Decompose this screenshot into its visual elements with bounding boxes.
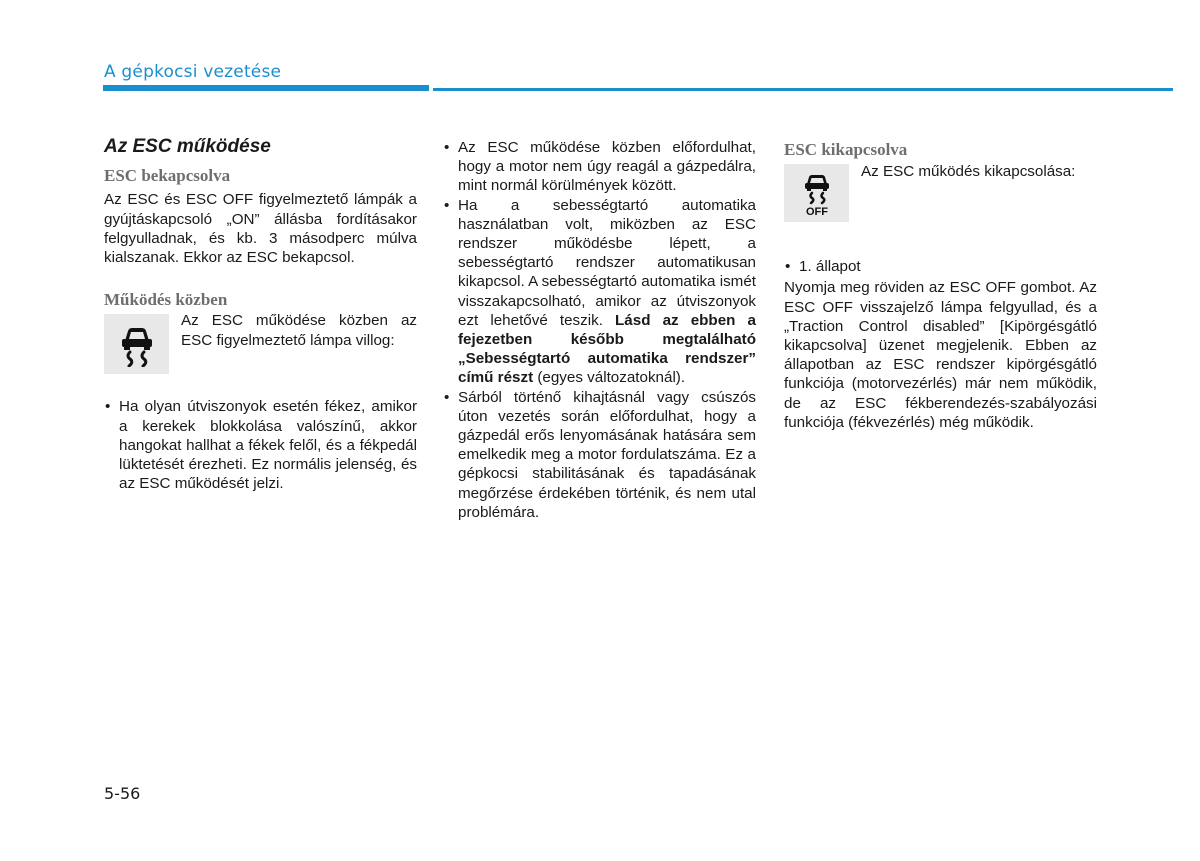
operating-bullet: • Ha olyan útviszonyok esetén fékez, amikor a kerekek blokkolása valószínű, akkor hangokat hallhat a fékek felől, és a fékpedál lüktetését érezheti. Ez normális jelenség, és az ESC működését jelzi. xyxy=(104,397,417,493)
bullet-mud-traction: • Sárból történő kihajtásnál vagy csúszós úton vezetés során előfordulhat, hogy a gázpedál erős lenyomásának hatására sem emelkedik meg a motor fordulatszáma. Ez a gépkocsi stabilitásának és tapadásának megőrzése érdekében történik, és nem utal problémára. xyxy=(443,388,756,522)
operating-icon-row xyxy=(104,314,417,374)
esc-on-heading: ESC bekapcsolva xyxy=(104,166,231,186)
bullet-cruise-control xyxy=(443,196,756,388)
cruise-text-end: (egyes változatoknál). xyxy=(537,369,686,387)
section-title: Az ESC működése xyxy=(104,136,271,157)
column-2 xyxy=(443,138,756,522)
header-rule-thin xyxy=(433,88,1173,91)
esc-on-text: Az ESC és ESC OFF figyelmeztető lámpák a gyújtáskapcsoló „ON” állásba fordításakor felgyulladnak, és kb. 3 másodperc múlva kialszanak. Ekkor az ESC bekapcsol. xyxy=(104,191,417,267)
esc-skid-icon xyxy=(104,314,169,374)
cruise-reference: Lásd az ebben a fejezetben később megtalálható „Sebességtartó automatika rendszer” című részt xyxy=(458,311,756,387)
header-rule-thick xyxy=(103,85,429,91)
state-bullet: • 1. állapot xyxy=(784,257,1097,276)
esc-off-icon xyxy=(784,164,849,222)
esc-off-icon-row xyxy=(784,164,1097,222)
operating-heading: Működés közben xyxy=(104,290,228,310)
cruise-text: Ha a sebességtartó automatika használatban volt, miközben az ESC rendszer működésbe lépett, a sebességtartó rendszer automatikusan kikapcsol. A sebességtartó automatika ismét visszakapcsolható, amikor az útviszonyok ezt lehetővé teszik. xyxy=(458,196,756,329)
column-3 xyxy=(784,140,1097,432)
esc-off-icon-text: Az ESC működés kikapcsolása: xyxy=(861,163,1076,181)
column-1 xyxy=(104,136,417,493)
off-label: OFF xyxy=(805,206,828,218)
esc-off-heading: ESC kikapcsolva xyxy=(784,140,908,159)
chapter-title: A gépkocsi vezetése xyxy=(104,62,282,82)
operating-icon-text: Az ESC működése közben az ESC figyelmeztető lámpa villog: xyxy=(181,312,417,349)
bullet-engine-response: • Az ESC működése közben előfordulhat, hogy a motor nem úgy reagál a gázpedálra, mint normál körülmények között. xyxy=(443,138,756,196)
esc-off-text: Nyomja meg röviden az ESC OFF gombot. Az ESC OFF visszajelző lámpa felgyullad, és a „Traction Control disabled” [Kipörgésgátló kikapcsolva] üzenet megjelenik. Ebben az állapotban az ESC rendszer kipörgésgátló funkciója (motorvezérlés) már nem működik, de az ESC fékberendezés-szabályozási funkciója (fékvezérlés) még működik. xyxy=(784,279,1097,431)
page-number: 5-56 xyxy=(104,784,141,803)
